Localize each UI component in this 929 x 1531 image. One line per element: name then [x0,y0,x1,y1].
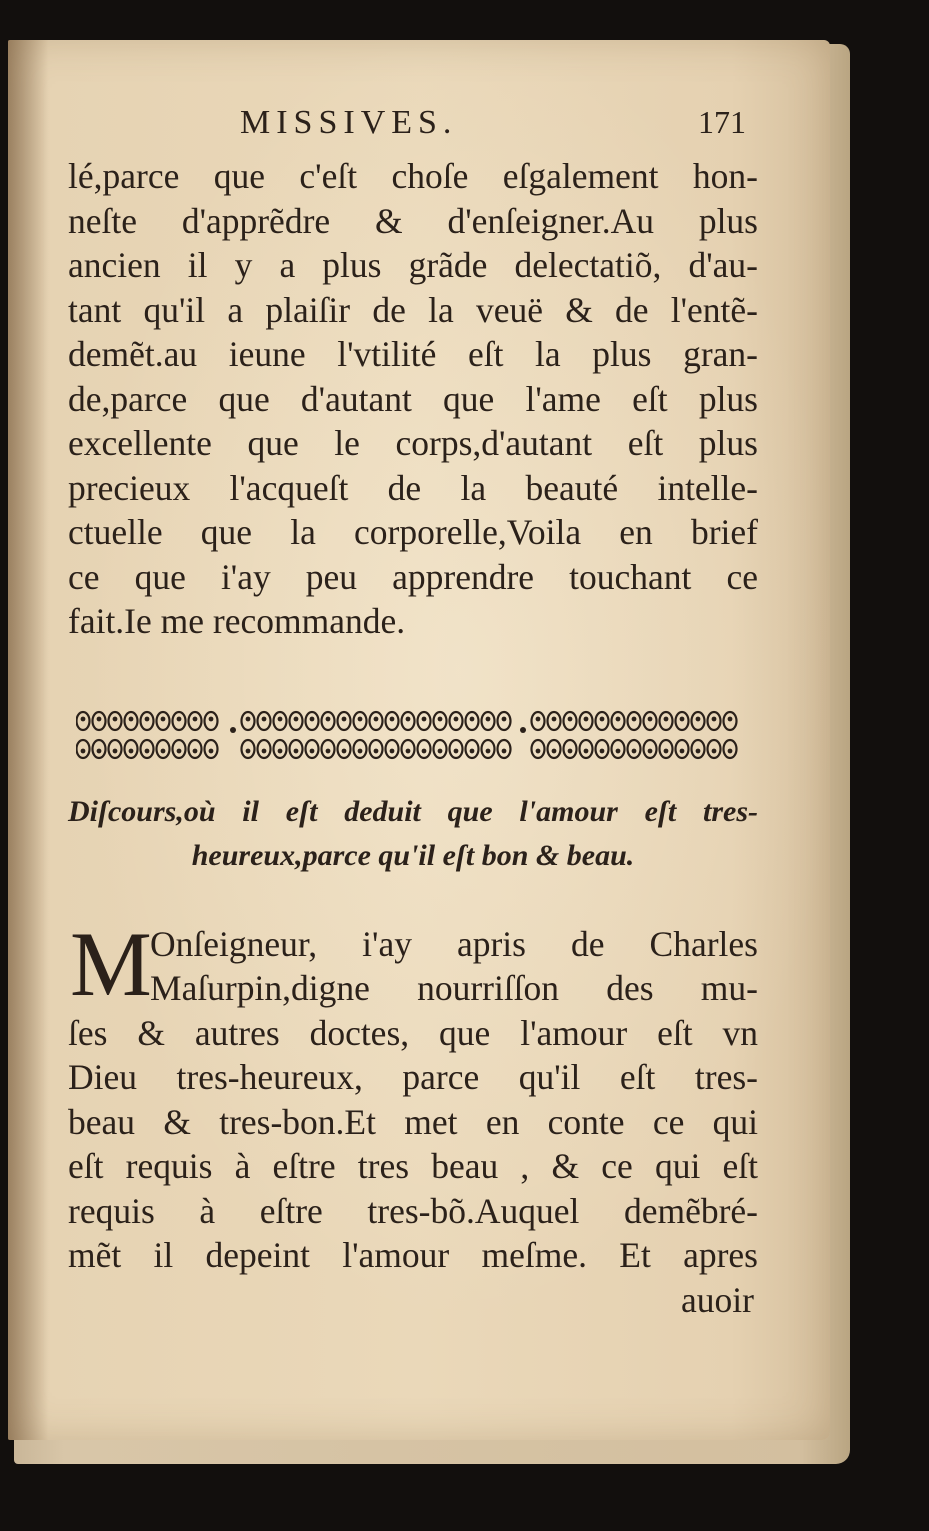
fleuron-glyph [93,712,106,730]
paragraph-2 [68,912,758,1323]
fleuron-glyph [306,740,319,758]
fleuron-glyph [189,740,202,758]
text-line: beau & tres-bon.Et met en conte ce qui [68,1101,758,1142]
fleuron-glyph [596,712,609,730]
fleuron-glyph [580,712,593,730]
fleuron-glyph [466,740,479,758]
text-line: precieux l'acqueſt de la beauté intelle- [68,467,758,508]
fleuron-glyph [708,712,721,730]
fleuron-glyph [338,740,351,758]
text-line: tant qu'il a plaiſir de la veuë & de l'entẽ- [68,289,758,330]
fleuron-glyph [290,740,303,758]
printers-ornament-band [76,706,748,764]
fleuron-glyph [644,740,657,758]
text-line: demẽt.au ieune l'vtilité eſt la plus gran- [68,334,758,374]
fleuron-glyph [498,712,511,730]
book-page [8,40,830,1440]
text-line: excellente que le corps,d'autant eſt plus [68,423,758,463]
text-line: fait.Ie me recommande. [68,601,406,641]
fleuron-glyph [322,712,335,730]
fleuron-glyph [724,740,737,758]
fleuron-glyph [173,740,186,758]
fleuron-glyph [93,740,106,758]
text-line: mẽt il depeint l'amour meſme. Et apres [68,1235,758,1275]
fleuron-glyph [450,712,463,730]
fleuron-glyph [564,712,577,730]
ornament-separator-dot [520,727,526,733]
fleuron-glyph [109,740,122,758]
fleuron-glyph [628,712,641,730]
fleuron-glyph [242,712,255,730]
text-line: ce que i'ay peu apprendre touchant ce [68,556,758,597]
fleuron-glyph [402,712,415,730]
text-line: ancien il y a plus grãde delectatiõ, d'au- [68,245,758,285]
fleuron-glyph [708,740,721,758]
text-block [68,104,758,1322]
drop-initial: M [70,912,152,1015]
fleuron-glyph [274,712,287,730]
fleuron-glyph [660,740,673,758]
text-line: ſes & autres doctes, que l'amour eſt vn [68,1012,758,1053]
fleuron-glyph [564,740,577,758]
fleuron-glyph [109,712,122,730]
fleuron-glyph [548,712,561,730]
fleuron-glyph [141,740,154,758]
heading-line-2: heureux,parce qu'il eſt bon & beau. [191,838,635,872]
fleuron-glyph [386,712,399,730]
section-heading [68,790,758,878]
fleuron-glyph [322,740,335,758]
fleuron-glyph [676,740,689,758]
fleuron-glyph [77,712,90,730]
fleuron-glyph [386,740,399,758]
fleuron-glyph [434,712,447,730]
heading-line-1: Diſcours,où il eſt deduit que l'amour eſt tres- [68,794,758,828]
fleuron-glyph [580,740,593,758]
fleuron-glyph [242,740,255,758]
fleuron-glyph [205,740,218,758]
fleuron-glyph [676,712,689,730]
paragraph-1 [68,154,758,644]
text-line: de,parce que d'autant que l'ame eſt plus [68,378,758,419]
fleuron-glyph [498,740,511,758]
text-line: Onſeigneur, i'ay apris de Charles [150,923,758,964]
fleuron-glyph [402,740,415,758]
fleuron-glyph [258,712,271,730]
fleuron-glyph [354,740,367,758]
text-line: ctuelle que la corporelle,Voila en brief [68,512,758,552]
fleuron-glyph [125,740,138,758]
ornament-separator-dot [230,727,236,733]
page-header [68,104,758,154]
text-line: requis à eſtre tres-bõ.Auquel demẽbré- [68,1190,758,1231]
text-line: lé,parce que c'eſt choſe eſgalement hon- [68,156,758,196]
fleuron-glyph [157,740,170,758]
fleuron-glyph [532,712,545,730]
fleuron-glyph [306,712,319,730]
fleuron-glyph [77,740,90,758]
fleuron-ornament [76,706,748,764]
running-head: MISSIVES. [240,104,458,141]
fleuron-glyph [482,740,495,758]
fleuron-glyph [612,712,625,730]
fleuron-glyph [290,712,303,730]
fleuron-glyph [354,712,367,730]
fleuron-glyph [434,740,447,758]
fleuron-glyph [157,712,170,730]
text-line: Maſurpin,digne nourriſſon des mu- [150,968,758,1008]
fleuron-glyph [466,712,479,730]
fleuron-glyph [141,712,154,730]
fleuron-glyph [258,740,271,758]
fleuron-glyph [370,740,383,758]
fleuron-glyph [173,712,186,730]
page-number: 171 [698,104,746,140]
fleuron-glyph [482,712,495,730]
fleuron-glyph [125,712,138,730]
fleuron-glyph [660,712,673,730]
fleuron-glyph [628,740,641,758]
spine-shadow [8,40,48,1440]
fleuron-glyph [692,712,705,730]
text-line: eſt requis à eſtre tres beau , & ce qui eſt [68,1146,758,1186]
fleuron-glyph [189,712,202,730]
fleuron-glyph [205,712,218,730]
fleuron-glyph [338,712,351,730]
catchword: auoir [681,1279,754,1320]
fleuron-glyph [450,740,463,758]
fleuron-glyph [644,712,657,730]
fleuron-glyph [692,740,705,758]
fleuron-glyph [596,740,609,758]
text-line: Dieu tres-heureux, parce qu'il eſt tres- [68,1057,758,1097]
fleuron-glyph [724,712,737,730]
fleuron-glyph [532,740,545,758]
fleuron-glyph [612,740,625,758]
fleuron-glyph [370,712,383,730]
fleuron-glyph [418,712,431,730]
text-line: neſte d'apprẽdre & d'enſeigner.Au plus [68,200,758,241]
fleuron-glyph [418,740,431,758]
fleuron-glyph [548,740,561,758]
fleuron-glyph [274,740,287,758]
